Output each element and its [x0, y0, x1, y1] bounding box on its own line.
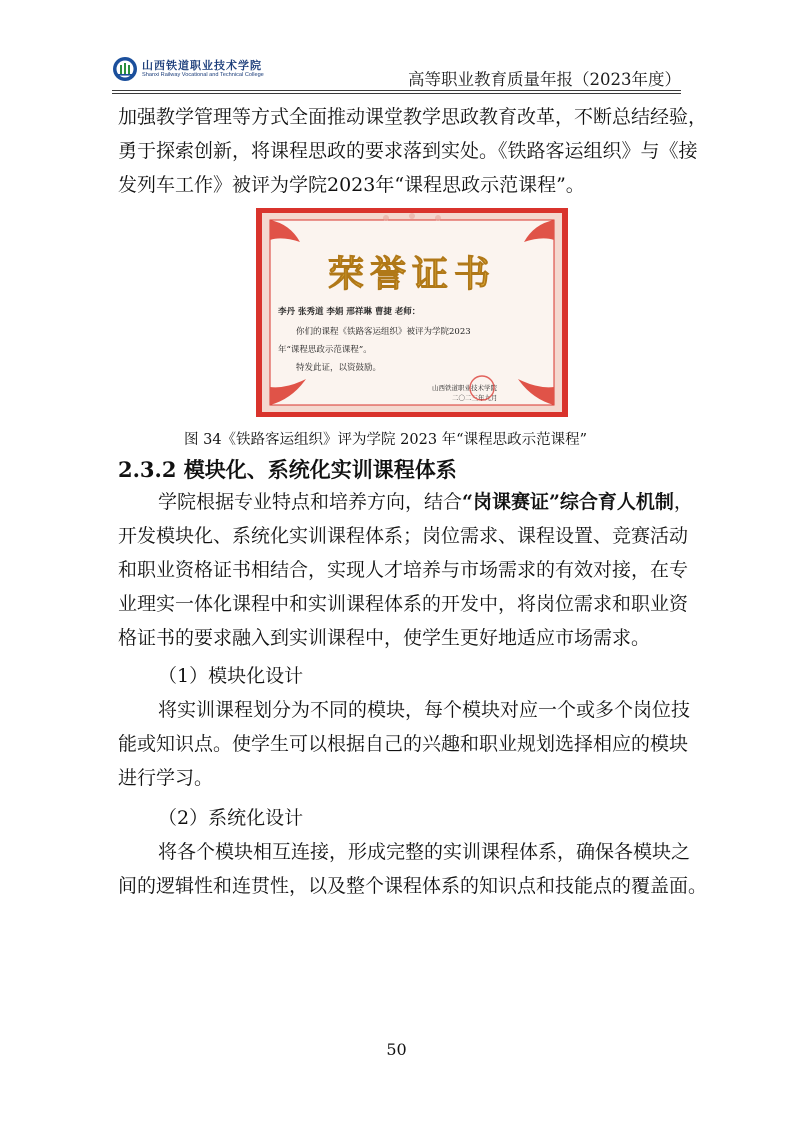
subsection-modular — [118, 659, 691, 795]
page-header — [112, 50, 681, 90]
paragraph-line: 和职业资格证书相结合，实现人才培养与市场需求的有效对接，在专 — [118, 559, 689, 581]
intro-line: 加强教学管理等方式全面推动课堂教学思政教育改革，不断总结经验， — [118, 106, 708, 128]
subsection-title: （2）系统化设计 — [158, 807, 304, 829]
college-emblem-icon — [112, 56, 138, 82]
paragraph-line: 能或知识点。使学生可以根据自己的兴趣和职业规划选择相应的模块 — [118, 733, 689, 755]
certificate-title: 荣誉证书 — [327, 253, 497, 295]
paragraph-line: 业理实一体化课程中和实训课程体系的开发中，将岗位需求和职业资 — [118, 593, 689, 615]
section-paragraph — [118, 485, 693, 655]
logo-chinese-name: 山西铁道职业技术学院 — [142, 58, 262, 72]
paragraph-line: 将各个模块相互连接，形成完整的实训课程体系，确保各模块之 — [158, 841, 691, 863]
intro-paragraph — [118, 100, 708, 202]
logo-english-name: Shanxi Railway Vocational and Technical College — [142, 71, 264, 78]
paragraph-line: 将实训课程划分为不同的模块，每个模块对应一个或多个岗位技 — [158, 699, 691, 721]
subsection-title: （1）模块化设计 — [158, 665, 304, 687]
paragraph-first-line — [118, 485, 693, 519]
paragraph-line: 进行学习。 — [118, 767, 214, 789]
page-number: 50 — [386, 1040, 407, 1059]
intro-line: 勇于探索创新，将课程思政的要求落到实处。《铁路客运组织》与《接 — [118, 140, 698, 162]
subsection-systematic — [118, 801, 708, 903]
certificate-body-line: 你们的课程《铁路客运组织》被评为学院2023 — [296, 327, 471, 337]
certificate-date: 二〇二三年九月 — [452, 394, 498, 402]
section-heading: 2.3.2 模块化、系统化实训课程体系 — [118, 457, 457, 482]
honor-certificate-image — [256, 208, 568, 417]
college-logo — [112, 56, 264, 82]
certificate-recipients: 李丹 张秀道 李娟 邢祥琳 曹捷 老师： — [278, 307, 421, 317]
certificate-body-line: 特发此证，以资鼓励。 — [296, 363, 382, 373]
paragraph-line: 开发模块化、系统化实训课程体系；岗位需求、课程设置、竞赛活动 — [118, 525, 689, 547]
highlight-mechanism: “岗课赛证”综合育人机制 — [462, 491, 674, 513]
header-divider-secondary — [112, 93, 681, 94]
paragraph-text: 学院根据专业特点和培养方向，结合 — [158, 491, 463, 513]
paragraph-line: 格证书的要求融入到实训课程中，使学生更好地适应市场需求。 — [118, 627, 651, 649]
certificate-issuer: 山西铁道职业技术学院 — [432, 384, 497, 392]
header-divider — [112, 90, 681, 91]
intro-line: 发列车工作》被评为学院2023年“课程思政示范课程”。 — [118, 174, 585, 196]
certificate-body-line: 年“课程思政示范课程”。 — [278, 345, 372, 355]
figure-caption: 图 34《铁路客运组织》评为学院 2023 年“课程思政示范课程” — [184, 432, 588, 448]
report-title: 高等职业教育质量年报（2023年度） — [408, 70, 681, 89]
paragraph-line: 间的逻辑性和连贯性，以及整个课程体系的知识点和技能点的覆盖面。 — [118, 875, 708, 897]
paragraph-text: ， — [673, 491, 693, 513]
